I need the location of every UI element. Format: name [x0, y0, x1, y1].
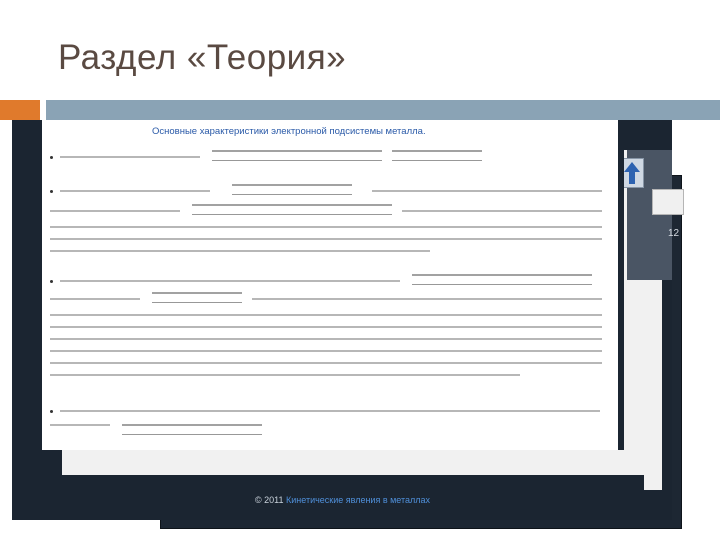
accent-bar-blue	[46, 100, 720, 120]
bullet	[50, 280, 53, 283]
text-line	[50, 374, 520, 376]
text-line	[50, 362, 602, 364]
formula	[412, 270, 592, 285]
text-line	[50, 326, 602, 328]
text-line	[60, 410, 600, 412]
slide-title: Раздел «Теория»	[58, 38, 347, 77]
text-line	[60, 156, 200, 158]
text-line	[50, 210, 180, 212]
text-line	[60, 190, 210, 192]
accent-bar-orange	[0, 100, 40, 120]
document-page	[36, 120, 624, 450]
formula	[212, 146, 382, 161]
formula	[192, 200, 392, 215]
text-line	[50, 314, 602, 316]
copyright-text	[255, 495, 430, 505]
text-line	[60, 280, 400, 282]
page-number-label: 12	[668, 228, 680, 239]
text-line	[50, 298, 140, 300]
text-line	[50, 338, 602, 340]
text-line	[50, 250, 430, 252]
text-line	[50, 238, 602, 240]
side-button[interactable]	[652, 189, 684, 215]
bullet	[50, 190, 53, 193]
text-line	[372, 190, 602, 192]
document-heading: Основные характеристики электронной подсистемы металла.	[152, 126, 426, 137]
bullet	[50, 156, 53, 159]
copyright-prefix: © 2011	[255, 495, 286, 505]
text-line	[50, 350, 602, 352]
copyright-link[interactable]: Кинетические явления в металлах	[286, 495, 431, 505]
formula	[232, 180, 352, 195]
bullet	[50, 410, 53, 413]
formula	[122, 420, 262, 435]
text-line	[402, 210, 602, 212]
text-line	[252, 298, 602, 300]
text-line	[50, 424, 110, 426]
formula	[152, 288, 242, 303]
formula	[392, 146, 482, 161]
text-line	[50, 226, 602, 228]
